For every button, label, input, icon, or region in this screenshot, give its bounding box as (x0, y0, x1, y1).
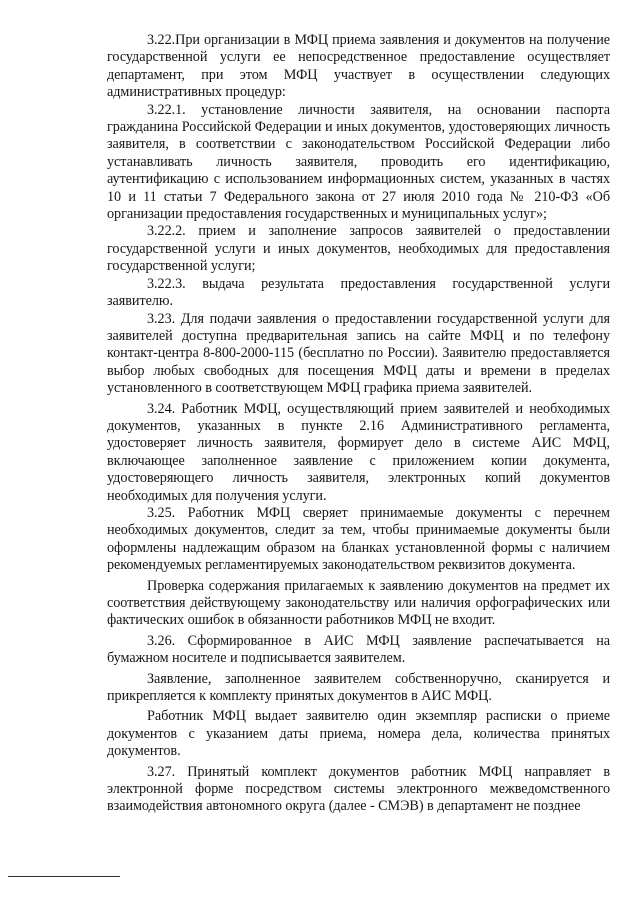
paragraph-receipt: Работник МФЦ выдает заявителю один экземпляр расписки о приеме документов с указанием даты приема, номера дела, количества принятых документов. (107, 708, 610, 760)
paragraph-scan: Заявление, заполненное заявителем собственноручно, сканируется и прикрепляется к комплекту принятых документов в АИС МФЦ. (107, 670, 610, 705)
paragraph-3-22-1: 3.22.1. установление личности заявителя, на основании паспорта гражданина Российской Федерации и иных документов, удостоверяющих личность заявителя, в соответствии с законодательством Российской Федерации либо устанавливать личность заявителя, проводить его идентификацию, аутентификацию с использованием информационных систем, указанных в частях 10 и 11 статьи 7 Федерального закона от 27 июля 2010 года № 210-ФЗ «Об организации предоставления государственных и муниципальных услуг»; (107, 101, 610, 223)
paragraph-verification: Проверка содержания прилагаемых к заявлению документов на предмет их соответствия действующему законодательству или наличия орфографических или фактических ошибок в обязанности работников МФЦ не входит. (107, 577, 610, 629)
paragraph-3-26: 3.26. Сформированное в АИС МФЦ заявление распечатывается на бумажном носителе и подписывается заявителем. (107, 632, 610, 667)
paragraph-3-23: 3.23. Для подачи заявления о предоставлении государственной услуги для заявителей доступна предварительная запись на сайте МФЦ и по телефону контакт-центра 8-800-2000-115 (бесплатно по России). Заявителю предоставляется выбор любых свободных для посещения МФЦ даты и времени в пределах установленного в соответствующем МФЦ графика приема заявителей. (107, 310, 610, 397)
paragraph-3-22-2: 3.22.2. прием и заполнение запросов заявителей о предоставлении государственной услуги и иных документов, необходимых для предоставления государственной услуги; (107, 223, 610, 275)
paragraph-3-27: 3.27. Принятый комплект документов работник МФЦ направляет в электронной форме посредством системы электронного межведомственного взаимодействия автономного округа (далее - СМЭВ) в департамент не позднее (107, 763, 610, 815)
paragraph-3-24: 3.24. Работник МФЦ, осуществляющий прием заявителей и необходимых документов, указанных в пункте 2.16 Административного регламента, удостоверяет личность заявителя, формирует дело в системе АИС МФЦ, включающее заполненное заявление с приложением копии документа, удостоверяющего личность заявителя, электронных копий документов необходимых для получения услуги. (107, 400, 610, 504)
paragraph-3-22-3: 3.22.3. выдача результата предоставления государственной услуги заявителю. (107, 275, 610, 310)
paragraph-3-25: 3.25. Работник МФЦ сверяет принимаемые документы с перечнем необходимых документов, следит за тем, чтобы принимаемые документы были оформлены надлежащим образом на бланках установленной формы с наличием рекомендуемых регламентируемых законодательством реквизитов документа. (107, 504, 610, 574)
footnote-divider (8, 876, 120, 877)
paragraph-3-22: 3.22.При организации в МФЦ приема заявления и документов на получение государственной услуги ее непосредственное предоставление осуществляет департамент, при этом МФЦ участвует в осуществлении следующих административных процедур: (107, 32, 610, 101)
